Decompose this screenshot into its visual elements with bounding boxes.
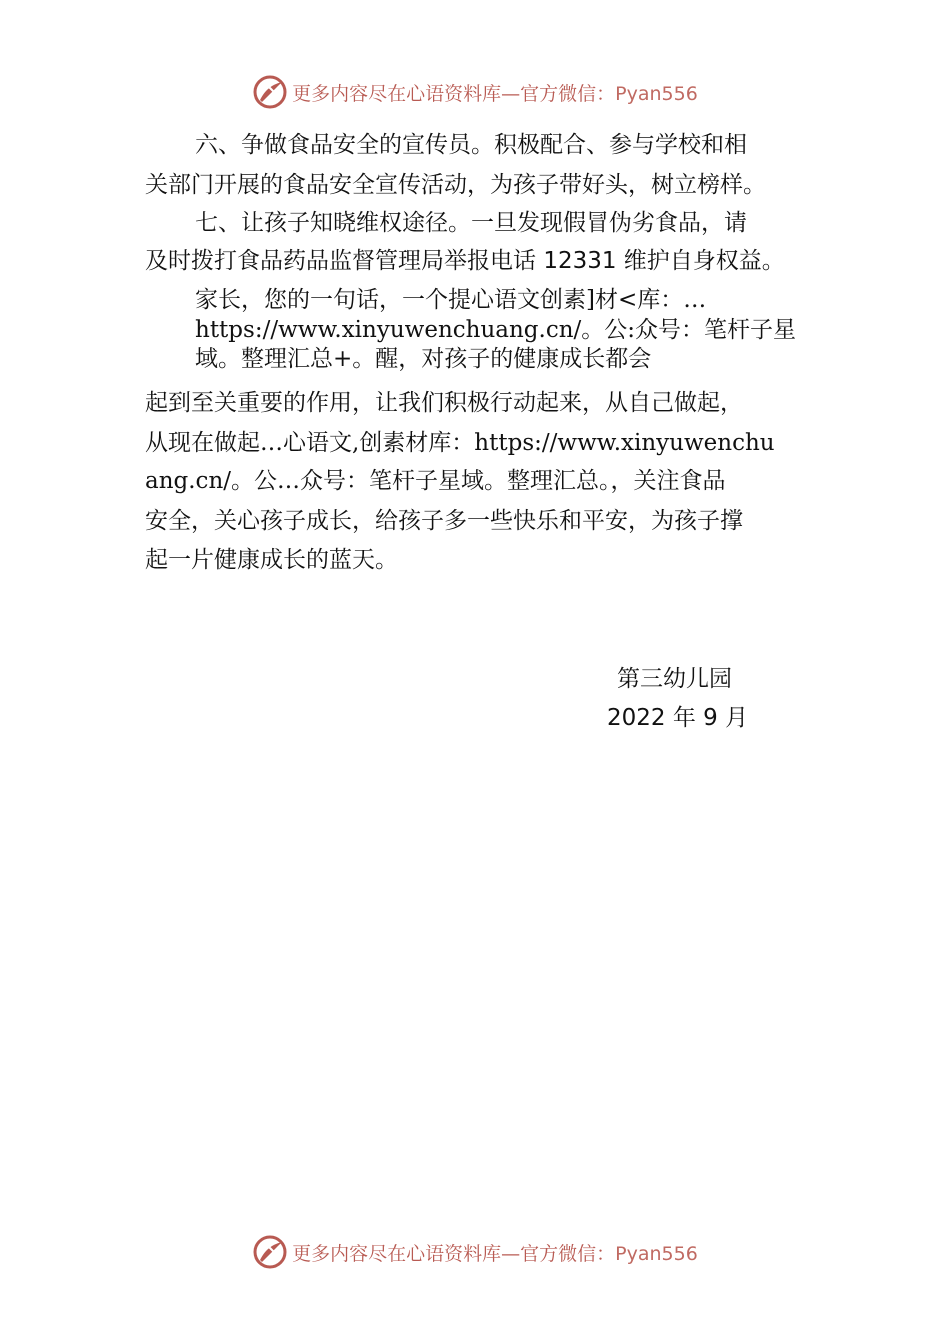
- paragraph-6-line-1: 六、争做食品安全的宣传员。积极配合、参与学校和相: [195, 132, 747, 158]
- paragraph-8-line-1: 家长，您的一句话，一个提心语文创素]材<库：…: [195, 287, 707, 313]
- header-watermark: [0, 72, 950, 112]
- signature-date: 2022 年 9 月: [607, 705, 749, 731]
- paragraph-9-line-1: 起到至关重要的作用，让我们积极行动起来，从自己做起，: [145, 390, 743, 416]
- phone-number: 12331: [543, 248, 617, 274]
- brand-logo-icon: [252, 74, 288, 110]
- watermark-text: 更多内容尽在心语资料库—官方微信：Pyan556: [292, 1242, 698, 1265]
- paragraph-7-line-1: 七、让孩子知晓维权途径。一旦发现假冒伪劣食品，请: [195, 210, 747, 236]
- paragraph-8-line-2: https://www.xinyuwenchuang.cn/。公:众号：笔杆子星: [195, 317, 797, 343]
- paragraph-7-line-2: 及时拨打食品药品监督管理局举报电话 12331 维护自身权益。: [145, 248, 785, 274]
- footer-watermark: [0, 1232, 950, 1272]
- paragraph-6-line-2: 关部门开展的食品安全宣传活动，为孩子带好头，树立榜样。: [145, 172, 766, 198]
- paragraph-9-line-4: 安全，关心孩子成长，给孩子多一些快乐和平安，为孩子撑: [145, 508, 743, 534]
- paragraph-8-line-3: 域。整理汇总+。醒，对孩子的健康成长都会: [195, 346, 652, 372]
- paragraph-9-line-2: 从现在做起…心语文,创素材库：https://www.xinyuwenchu: [145, 430, 775, 456]
- paragraph-9-line-5: 起一片健康成长的蓝天。: [145, 547, 398, 573]
- brand-logo-icon: [252, 1234, 288, 1270]
- signature-organization: 第三幼儿园: [617, 666, 732, 692]
- watermark-text: 更多内容尽在心语资料库—官方微信：Pyan556: [292, 82, 698, 105]
- paragraph-9-line-3: ang.cn/。公…众号：笔杆子星域。整理汇总。，关注食品: [145, 468, 726, 494]
